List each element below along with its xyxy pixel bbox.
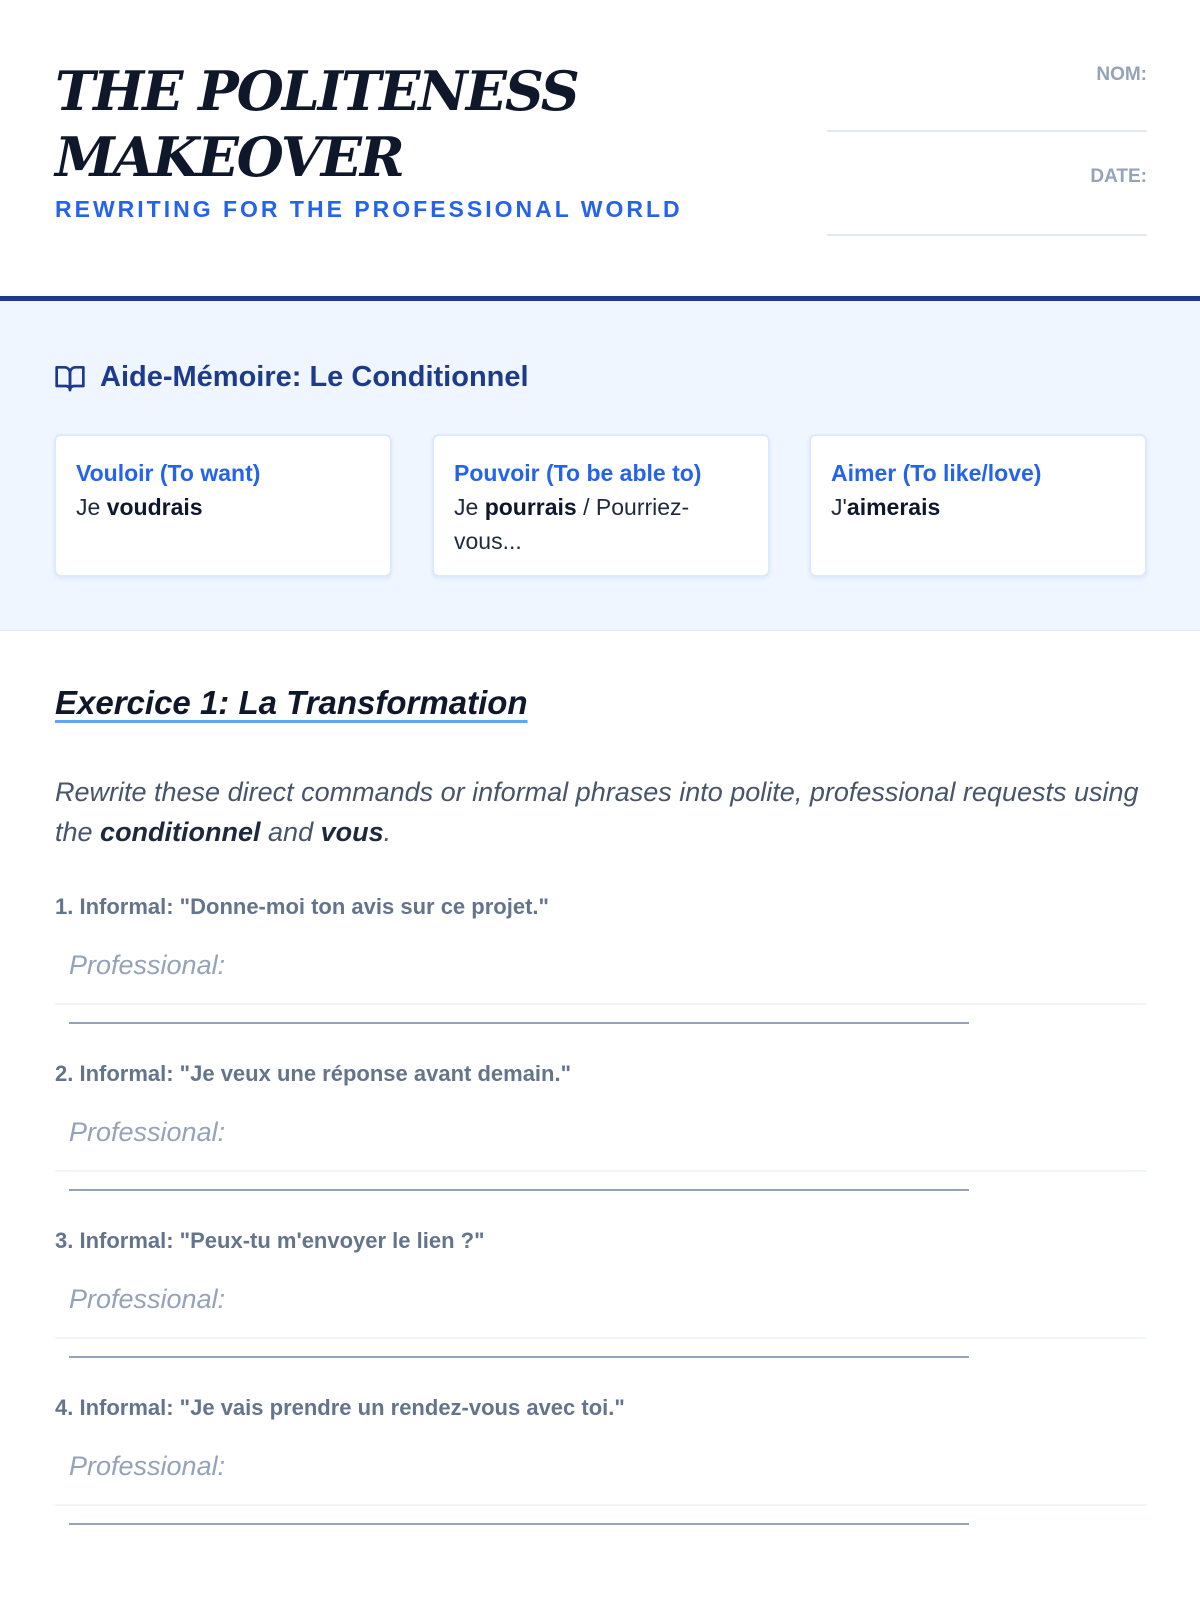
answer-field[interactable] <box>55 1117 1147 1172</box>
instructions-text: Rewrite these direct commands or informal phrases into polite, professional requests using the <box>55 777 1139 847</box>
answer-line <box>69 1523 969 1525</box>
verb-card-example <box>831 490 1125 524</box>
example-prefix: Je <box>76 494 107 520</box>
answer-label: Professional: <box>69 1117 226 1147</box>
title-line-2: MAKEOVER <box>55 125 403 189</box>
conditional-form: aimerais <box>846 494 941 520</box>
question-item <box>55 1059 1147 1172</box>
date-label: DATE: <box>1090 166 1147 187</box>
page-title <box>55 58 655 190</box>
example-prefix: Je <box>454 494 485 520</box>
answer-label: Professional: <box>69 950 226 980</box>
title-line-1: THE POLITENESS <box>55 59 578 123</box>
exercise-instructions <box>55 772 1155 852</box>
answer-line <box>69 1189 969 1191</box>
answer-label: Professional: <box>69 1284 226 1314</box>
question-prompt: 1. Informal: "Donne-moi ton avis sur ce projet." <box>55 894 549 919</box>
answer-field[interactable] <box>55 1451 1147 1506</box>
answer-field[interactable] <box>55 1284 1147 1339</box>
question-item <box>55 1226 1147 1339</box>
instructions-keyword: vous <box>320 817 384 847</box>
nom-field[interactable] <box>827 130 1147 132</box>
instructions-keyword: conditionnel <box>100 817 261 847</box>
verb-card-vouloir <box>54 434 392 577</box>
aide-memoire-heading <box>54 361 529 394</box>
question-prompt: 3. Informal: "Peux-tu m'envoyer le lien ?" <box>55 1228 485 1253</box>
conditional-form: voudrais <box>106 494 203 520</box>
verb-card-example <box>76 490 370 524</box>
worksheet-header <box>0 0 1200 301</box>
page-subtitle: REWRITING FOR THE PROFESSIONAL WORLD <box>55 196 683 222</box>
instructions-text: . <box>383 817 392 847</box>
answer-line <box>69 1356 969 1358</box>
aide-memoire-panel <box>0 301 1200 631</box>
exercise-title: Exercice 1: La Transformation <box>55 684 528 721</box>
question-prompt: 2. Informal: "Je veux une réponse avant demain." <box>55 1061 572 1086</box>
answer-label: Professional: <box>69 1451 226 1481</box>
question-item <box>55 1393 1147 1506</box>
nom-label: NOM: <box>1096 64 1147 85</box>
verb-card-heading: Pouvoir (To be able to) <box>454 460 702 486</box>
instructions-text: and <box>260 817 321 847</box>
verb-card-example <box>454 490 748 558</box>
open-book-icon <box>54 362 86 394</box>
verb-card-pouvoir <box>432 434 770 577</box>
question-prompt: 4. Informal: "Je vais prendre un rendez-vous avec toi." <box>55 1395 625 1420</box>
verb-card-heading: Aimer (To like/love) <box>831 460 1042 486</box>
question-item <box>55 892 1147 1005</box>
verb-card-aimer <box>809 434 1147 577</box>
date-field[interactable] <box>827 234 1147 236</box>
example-prefix: J' <box>831 494 847 520</box>
verb-card-heading: Vouloir (To want) <box>76 460 261 486</box>
aide-memoire-title: Aide-Mémoire: Le Conditionnel <box>100 361 529 393</box>
answer-line <box>69 1022 969 1024</box>
example-suffix: / Pourriez-vous... <box>454 494 690 554</box>
conditional-form: pourrais <box>484 494 577 520</box>
answer-field[interactable] <box>55 950 1147 1005</box>
